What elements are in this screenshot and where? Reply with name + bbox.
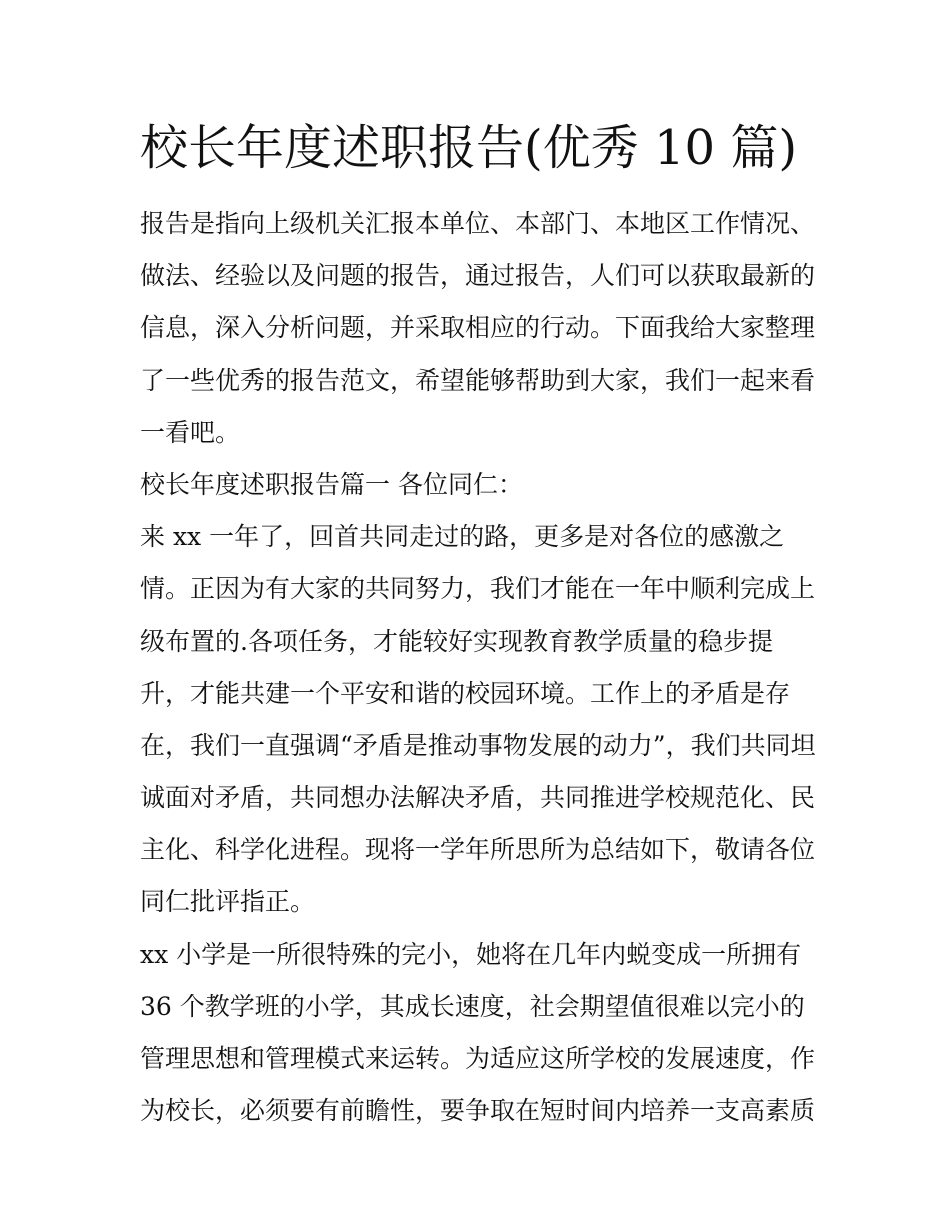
- document-body: [140, 198, 820, 1137]
- text-line: 为校长，必须要有前瞻性，要争取在短时间内培养一支高素质: [140, 1096, 816, 1126]
- text-line: 升，才能共建一个平安和谐的校园环境。工作上的矛盾是存: [140, 678, 791, 708]
- text-line: 一看吧。: [140, 417, 241, 447]
- text-line: 了一些优秀的报告范文，希望能够帮助到大家，我们一起来看: [140, 365, 816, 395]
- text-line: 主化、科学化进程。现将一学年所思所为总结如下，敬请各位: [140, 835, 816, 865]
- text-line: 诚面对矛盾，共同想办法解决矛盾，共同推进学校规范化、民: [140, 783, 816, 813]
- text-line: 信息，深入分析问题，并采取相应的行动。下面我给大家整理: [140, 313, 816, 343]
- text-line: 级布置的.各项任务，才能较好实现教育教学质量的稳步提: [140, 626, 773, 656]
- text-line: xx 小学是一所很特殊的完小，她将在几年内蜕变成一所拥有: [140, 939, 802, 969]
- text-line: 来 xx 一年了，回首共同走过的路，更多是对各位的感激之: [140, 522, 785, 552]
- text-line: 报告是指向上级机关汇报本单位、本部门、本地区工作情况、: [140, 209, 816, 238]
- text-line: 36 个教学班的小学，其成长速度，社会期望值很难以完小的: [140, 991, 805, 1021]
- document-title: 校长年度述职报告(优秀 10 篇): [140, 120, 798, 176]
- text-line: 在，我们一直强调“矛盾是推动事物发展的动力”，我们共同坦: [140, 730, 816, 760]
- text-line: 做法、经验以及问题的报告，通过报告，人们可以获取最新的: [140, 261, 816, 291]
- text-line: 同仁批评指正。: [140, 887, 316, 917]
- text-line: 管理思想和管理模式来运转。为适应这所学校的发展速度，作: [140, 1044, 816, 1073]
- section-heading-line: 校长年度述职报告篇一 各位同仁：: [140, 469, 523, 499]
- text-line: 情。正因为有大家的共同努力，我们才能在一年中顺利完成上: [140, 574, 816, 604]
